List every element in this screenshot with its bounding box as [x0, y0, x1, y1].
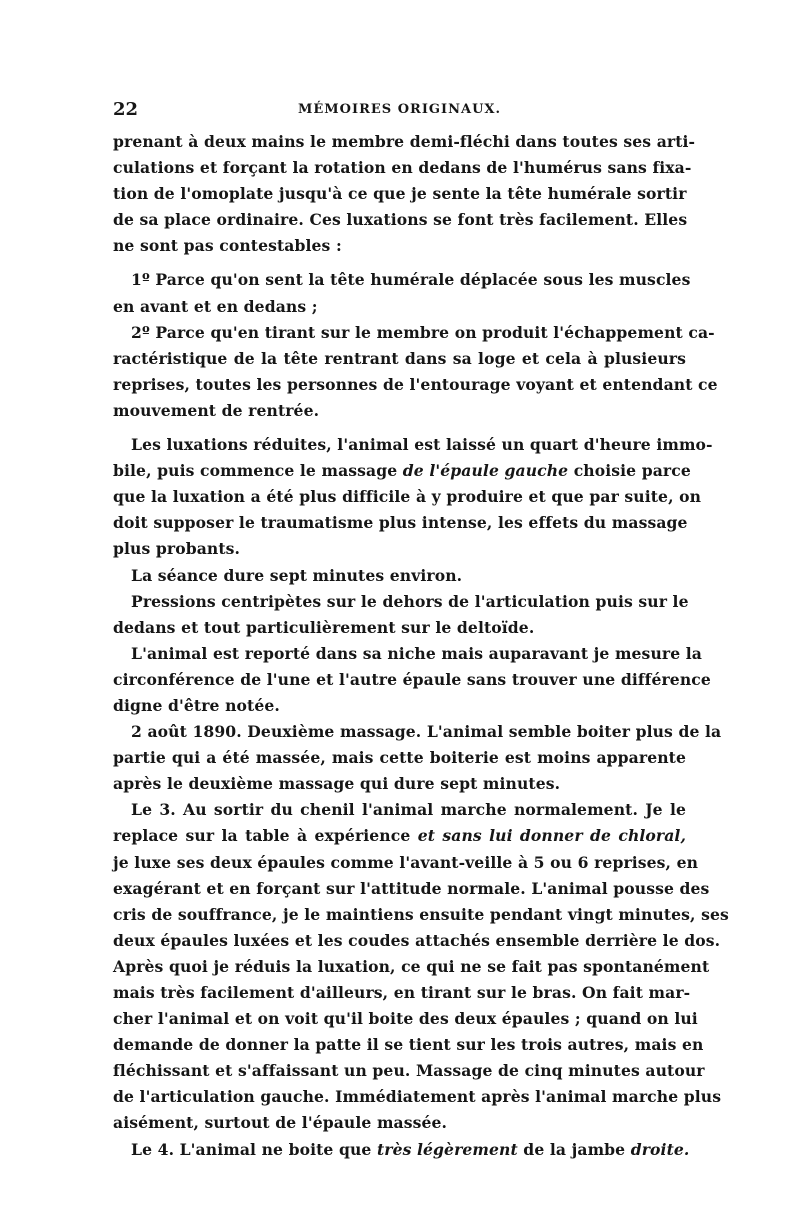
- text-line: dedans et tout particulièrement sur le deltoïde.: [113, 617, 535, 637]
- text-line: en avant et en dedans ;: [113, 296, 318, 316]
- text-line: [113, 823, 686, 849]
- text-line: doit supposer le traumatisme plus intense, les effets du massage: [113, 513, 688, 533]
- text-segment: bile, puis commence le massage: [113, 461, 403, 481]
- text-line: plus probants.: [113, 539, 241, 559]
- text-line: que la luxation a été plus difficile à y produire et que par suite, on: [113, 487, 702, 507]
- text-line: de l'articulation gauche. Immédiatement après l'animal marche plus: [113, 1087, 722, 1107]
- text-line: La séance dure sept minutes environ.: [131, 565, 463, 585]
- text-line: aisément, surtout de l'épaule massée.: [113, 1113, 448, 1133]
- text-line: L'animal est reporté dans sa niche mais auparavant je mesure la: [131, 643, 702, 663]
- italic-text: droite.: [630, 1139, 690, 1159]
- text-line: [113, 458, 691, 484]
- text-line: circonférence de l'une et l'autre épaule sans trouver une différence: [113, 669, 711, 689]
- text-line: Pressions centripètes sur le dehors de l'articulation puis sur le: [131, 591, 689, 611]
- text-segment: choisie parce: [568, 461, 691, 481]
- text-line: de sa place ordinaire. Ces luxations se font très facilement. Elles: [113, 210, 688, 230]
- text-line: 2º Parce qu'en tirant sur le membre on produit l'échappement ca-: [131, 322, 715, 342]
- text-line: Après quoi je réduis la luxation, ce qui ne se fait pas spontanément: [113, 956, 710, 976]
- text-line: tion de l'omoplate jusqu'à ce que je sente la tête humérale sortir: [113, 184, 687, 204]
- text-line: 2 août 1890. Deuxième massage. L'animal semble boiter plus de la: [131, 722, 722, 742]
- text-line: deux épaules luxées et les coudes attachés ensemble derrière le dos.: [113, 930, 721, 950]
- running-title: MÉMOIRES ORIGINAUX.: [297, 102, 502, 117]
- text-line: reprises, toutes les personnes de l'entourage voyant et entendant ce: [113, 374, 718, 394]
- paragraph-gap: [113, 259, 686, 267]
- text-line: prenant à deux mains le membre demi-fléchi dans toutes ses arti-: [113, 132, 696, 151]
- text-line: ne sont pas contestables :: [113, 236, 342, 256]
- text-line: je luxe ses deux épaules comme l'avant-veille à 5 ou 6 reprises, en: [113, 852, 699, 872]
- text-line: partie qui a été massée, mais cette boiterie est moins apparente: [113, 748, 686, 768]
- text-line: cris de souffrance, je le maintiens ensuite pendant vingt minutes, ses: [113, 904, 729, 924]
- page-number: 22: [113, 99, 139, 120]
- text-line: mouvement de rentrée.: [113, 400, 320, 420]
- text-line: demande de donner la patte il se tient sur les trois autres, mais en: [113, 1035, 704, 1055]
- text-line: exagérant et en forçant sur l'attitude normale. L'animal pousse des: [113, 878, 710, 898]
- text-line: cher l'animal et on voit qu'il boite des deux épaules ; quand on lui: [113, 1009, 698, 1029]
- text-line: digne d'être notée.: [113, 695, 280, 715]
- text-line: Le 3. Au sortir du chenil l'animal marche normalement. Je le: [131, 800, 686, 820]
- italic-text: très légèrement: [376, 1139, 518, 1159]
- text-line: [113, 1137, 690, 1163]
- text-segment: de la jambe: [517, 1139, 631, 1159]
- text-line: Les luxations réduites, l'animal est laissé un quart d'heure immo-: [131, 435, 713, 455]
- paragraph-gap: [113, 424, 686, 432]
- body-text: [113, 129, 729, 1163]
- running-head: [113, 99, 686, 123]
- text-line: culations et forçant la rotation en dedans de l'humérus sans fixa-: [113, 158, 692, 178]
- italic-text: de l'épaule gauche: [402, 461, 569, 481]
- text-segment: Le 4. L'animal ne boite que: [131, 1139, 377, 1159]
- text-line: après le deuxième massage qui dure sept minutes.: [113, 774, 561, 794]
- text-line: mais très facilement d'ailleurs, en tirant sur le bras. On fait mar-: [113, 983, 691, 1002]
- text-line: ractéristique de la tête rentrant dans sa loge et cela à plusieurs: [113, 348, 686, 368]
- text-line: fléchissant et s'affaissant un peu. Massage de cinq minutes autour: [113, 1061, 705, 1081]
- text-line: 1º Parce qu'on sent la tête humérale déplacée sous les muscles: [131, 270, 691, 290]
- italic-text: et sans lui donner de chloral,: [417, 826, 686, 846]
- text-segment: replace sur la table à expérience: [113, 826, 418, 846]
